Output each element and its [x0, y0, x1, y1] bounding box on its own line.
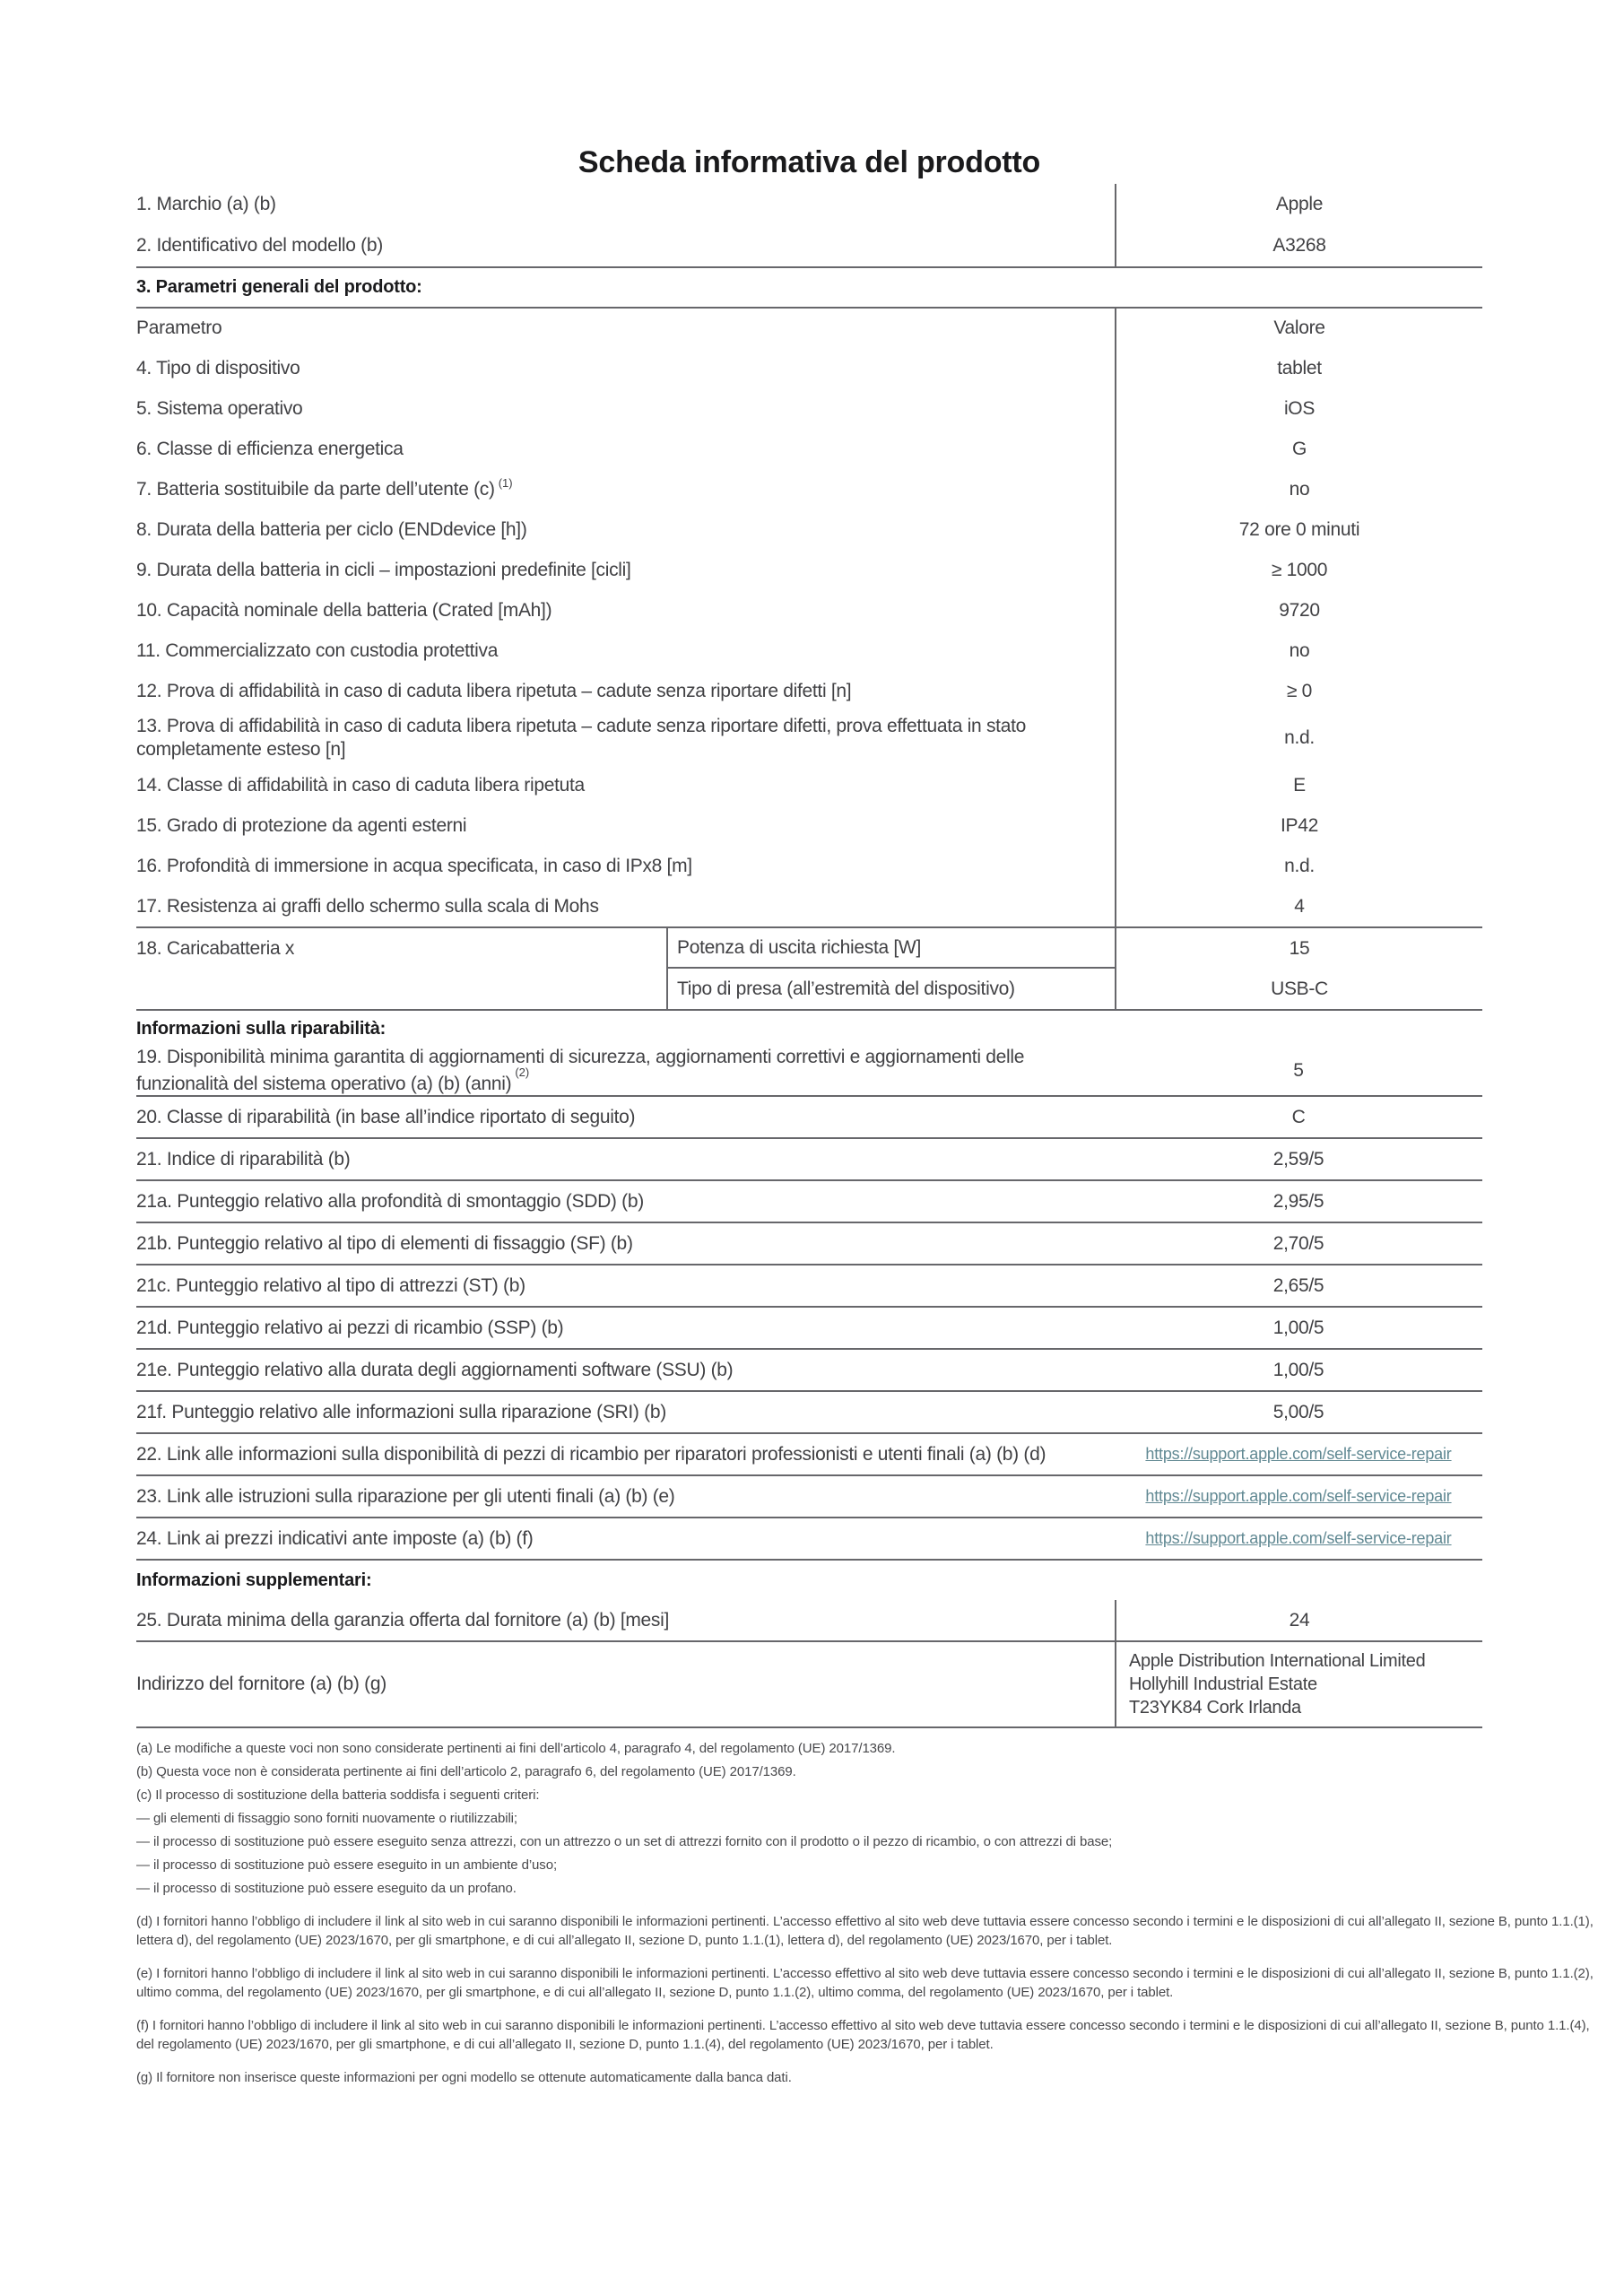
row-label: 21e. Punteggio relativo alla durata degli aggiornamenti software (SSU) (b) — [136, 1359, 734, 1380]
row-label: 21f. Punteggio relativo alle informazioni sulla riparazione (SRI) (b) — [136, 1401, 666, 1422]
column-header-valore: Valore — [1115, 309, 1482, 348]
row-label-main: 19. Disponibilità minima garantita di aggiornamenti di sicurezza, aggiornamenti correttivi e aggiornamenti delle funzionalità del sistema operativo (a) (b) (anni) — [136, 1047, 1025, 1094]
footnote-ref-2: (2) — [515, 1065, 530, 1079]
row-value: n.d. — [1115, 711, 1482, 765]
row-label: 17. Resistenza ai graffi dello schermo sulla scala di Mohs — [136, 895, 599, 917]
column-header-parametro: Parametro — [136, 317, 222, 338]
address-line: Hollyhill Industrial Estate — [1129, 1674, 1317, 1694]
footnote-ref-1: (1) — [498, 475, 513, 490]
table-row — [136, 429, 1482, 469]
row-value: 9720 — [1115, 590, 1482, 631]
row-value: IP42 — [1115, 805, 1482, 846]
table-row — [136, 846, 1482, 886]
row-value: 5 — [1293, 1060, 1304, 1081]
address-line: Apple Distribution International Limited — [1129, 1651, 1426, 1671]
row-label-text — [136, 1047, 1088, 1095]
row-value: 72 ore 0 minuti — [1115, 509, 1482, 550]
section-header-repair: Informazioni sulla riparabilità: — [136, 1018, 386, 1039]
table-row — [136, 886, 1482, 926]
table-row — [136, 348, 1482, 388]
row-value: E — [1115, 765, 1482, 805]
row-label — [136, 1047, 1115, 1095]
footnotes — [136, 1728, 1598, 2087]
table-row — [136, 805, 1482, 846]
table-row-link — [136, 1518, 1482, 1559]
row-label: 25. Durata minima della garanzia offerta dal fornitore (a) (b) [mesi] — [136, 1609, 670, 1631]
table-row-warranty — [136, 1600, 1482, 1640]
row-label: 18. Caricabatteria x — [136, 938, 295, 959]
table-row — [136, 509, 1482, 550]
footnote-c-item: — il processo di sostituzione può essere eseguito da un profano. — [136, 1881, 517, 1896]
page-title: Scheda informativa del prodotto — [578, 145, 1041, 179]
row-value: ≥ 1000 — [1115, 550, 1482, 590]
row-value: 2,95/5 — [1272, 1190, 1324, 1212]
row-label: 21d. Punteggio relativo ai pezzi di ricambio (SSP) (b) — [136, 1317, 564, 1338]
row-value: ≥ 0 — [1115, 671, 1482, 711]
table-row — [136, 388, 1482, 429]
row-label: 2. Identificativo del modello (b) — [136, 235, 383, 256]
row-value: A3268 — [1115, 225, 1482, 266]
footnote-c-item: — il processo di sostituzione può essere eseguito senza attrezzi, con un attrezzo o un set di attrezzi fornito con il prodotto o il pezzo di ricambio, o con attrezzi di base; — [136, 1834, 1113, 1849]
footnote-g: (g) Il fornitore non inserisce queste informazioni per ogni modello se ottenute automaticamente dalla banca dati. — [136, 2070, 792, 2085]
footnote-c-item: — gli elementi di fissaggio sono forniti nuovamente o riutilizzabili; — [136, 1811, 517, 1826]
charger-subcolumn — [666, 928, 1115, 1009]
table-row — [136, 1350, 1482, 1390]
footnote-c-item: — il processo di sostituzione può essere eseguito in un ambiente d’uso; — [136, 1857, 558, 1873]
row-label: 14. Classe di affidabilità in caso di caduta libera ripetuta — [136, 774, 585, 796]
footnote-a: (a) Le modifiche a queste voci non sono considerate pertinenti ai fini dell’articolo 4, paragrafo 4, del regolamento (UE) 2017/1369. — [136, 1741, 896, 1756]
table-row — [136, 631, 1482, 671]
table-row — [136, 1181, 1482, 1222]
row-label: 12. Prova di affidabilità in caso di caduta libera ripetuta – cadute senza riportare difetti [n] — [136, 680, 852, 701]
row-label: 10. Capacità nominale della batteria (Crated [mAh]) — [136, 599, 552, 621]
row-value: tablet — [1115, 348, 1482, 388]
table-row-header — [136, 309, 1482, 348]
row-label: 16. Profondità di immersione in acqua specificata, in caso di IPx8 [m] — [136, 855, 692, 876]
row-value: n.d. — [1115, 846, 1482, 886]
product-table — [136, 184, 1482, 1728]
row-label: 21b. Punteggio relativo al tipo di elementi di fissaggio (SF) (b) — [136, 1232, 633, 1254]
section-header-general: 3. Parametri generali del prodotto: — [136, 277, 422, 297]
row-value: G — [1115, 429, 1482, 469]
sub-row-label: Potenza di uscita richiesta [W] — [668, 928, 1115, 969]
row-value: 1,00/5 — [1272, 1317, 1324, 1338]
table-row-supplier-address — [136, 1642, 1482, 1726]
row-value: Apple — [1115, 184, 1482, 225]
sub-row-value: 15 — [1289, 937, 1310, 959]
row-label: 1. Marchio (a) (b) — [136, 194, 276, 214]
table-row — [136, 1097, 1482, 1137]
table-row — [136, 1139, 1482, 1179]
row-label: Indirizzo del fornitore (a) (b) (g) — [136, 1674, 386, 1694]
table-row — [136, 765, 1482, 805]
row-label: 13. Prova di affidabilità in caso di caduta libera ripetuta – cadute senza riportare difetti, prova effettuata in stato completamente esteso [n] — [136, 716, 1026, 760]
table-row-model — [136, 225, 1482, 266]
table-row-link — [136, 1434, 1482, 1474]
row-label: 4. Tipo di dispositivo — [136, 357, 300, 378]
footnote-d: (d) I fornitori hanno l’obbligo di includere il link al sito web in cui saranno disponibili le informazioni pertinenti. L’accesso effettivo al sito web deve tuttavia essere concesso secondo i termini e le disposizioni di cui all’allegato II, sezione B, punto 1.1.(1), lettera d), del regolamento (UE) 2023/1670, per gli smartphone, e di cui all’allegato II, sezione D, punto 1.1.(1), lettera d), del regolamento (UE) 2023/1670, per i tablet. — [136, 1914, 1594, 1948]
table-row — [136, 590, 1482, 631]
table-row-link — [136, 1476, 1482, 1517]
row-label: 21. Indice di riparabilità (b) — [136, 1148, 351, 1170]
row-value: 24 — [1115, 1600, 1482, 1640]
row-label-text: 7. Batteria sostituibile da parte dell’utente (c) — [136, 478, 495, 500]
repair-instructions-link[interactable]: https://support.apple.com/self-service-repair — [1145, 1487, 1452, 1505]
row-label: 5. Sistema operativo — [136, 397, 303, 419]
row-label: 21c. Punteggio relativo al tipo di attrezzi (ST) (b) — [136, 1274, 525, 1296]
table-row — [136, 1223, 1482, 1264]
pretax-prices-link[interactable]: https://support.apple.com/self-service-repair — [1145, 1529, 1452, 1547]
row-label — [136, 469, 1115, 509]
row-value: iOS — [1115, 388, 1482, 429]
row-value: 2,59/5 — [1272, 1148, 1324, 1170]
row-value: 2,70/5 — [1272, 1232, 1324, 1254]
row-value: 5,00/5 — [1272, 1401, 1324, 1422]
table-row — [136, 550, 1482, 590]
row-label: 6. Classe di efficienza energetica — [136, 438, 404, 459]
table-row — [136, 1308, 1482, 1348]
table-row-brand — [136, 184, 1482, 225]
table-row — [136, 1047, 1482, 1095]
row-value: no — [1115, 631, 1482, 671]
table-row — [136, 671, 1482, 711]
footnote-b: (b) Questa voce non è considerata pertinente ai fini dell’articolo 2, paragrafo 6, del regolamento (UE) 2017/1369. — [136, 1764, 796, 1779]
row-label: 21a. Punteggio relativo alla profondità di smontaggio (SDD) (b) — [136, 1190, 644, 1212]
table-row — [136, 711, 1482, 765]
table-row-charger — [136, 928, 1482, 1009]
section-header-supplementary: Informazioni supplementari: — [136, 1570, 372, 1590]
row-value: C — [1291, 1106, 1306, 1127]
sub-row-value: USB-C — [1271, 978, 1328, 999]
table-row — [136, 1265, 1482, 1306]
footnote-c: (c) Il processo di sostituzione della batteria soddisfa i seguenti criteri: — [136, 1787, 540, 1803]
row-label: 24. Link ai prezzi indicativi ante imposte (a) (b) (f) — [136, 1527, 534, 1549]
row-value — [1115, 1518, 1482, 1559]
row-label: 23. Link alle istruzioni sulla riparazione per gli utenti finali (a) (b) (e) — [136, 1485, 675, 1507]
row-value: 1,00/5 — [1272, 1359, 1324, 1380]
row-value: no — [1115, 469, 1482, 509]
row-label: 20. Classe di riparabilità (in base all’indice riportato di seguito) — [136, 1106, 636, 1127]
row-label: 22. Link alle informazioni sulla disponibilità di pezzi di ricambio per riparatori professionisti e utenti finali (a) (b) (d) — [136, 1443, 1046, 1465]
supplier-address — [1115, 1642, 1482, 1726]
spare-parts-link[interactable]: https://support.apple.com/self-service-repair — [1145, 1445, 1452, 1463]
address-line: T23YK84 Cork Irlanda — [1129, 1698, 1301, 1718]
sub-row-label: Tipo di presa (all’estremità del dispositivo) — [677, 978, 1015, 999]
row-label: 15. Grado di protezione da agenti esterni — [136, 814, 467, 836]
table-row — [136, 1392, 1482, 1432]
row-value: 2,65/5 — [1272, 1274, 1324, 1296]
footnote-e: (e) I fornitori hanno l’obbligo di includere il link al sito web in cui saranno disponibili le informazioni pertinenti. L’accesso effettivo al sito web deve tuttavia essere concesso secondo i termini e le disposizioni di cui all’allegato II, sezione B, punto 1.1.(2), ultimo comma, del regolamento (UE) 2023/1670, per gli smartphone, e di cui all’allegato II, sezione D, punto 1.1.(2), ultimo comma, del regolamento (UE) 2023/1670, per i tablet. — [136, 1966, 1594, 2000]
row-value: 4 — [1115, 886, 1482, 926]
charger-value-column — [1115, 928, 1482, 1009]
footnote-f: (f) I fornitori hanno l’obbligo di includere il link al sito web in cui saranno disponibili le informazioni pertinenti. L’accesso effettivo al sito web deve tuttavia essere concesso secondo i termini e le disposizioni di cui all’allegato II, sezione B, punto 1.1.(4), del regolamento (UE) 2023/1670, per gli smartphone, e di cui all’allegato II, sezione D, punto 1.1.(4), del regolamento (UE) 2023/1670, per i tablet. — [136, 2018, 1590, 2052]
row-value — [1115, 1434, 1482, 1474]
row-label: 11. Commercializzato con custodia protettiva — [136, 639, 499, 661]
row-label: 9. Durata della batteria in cicli – impostazioni predefinite [cicli] — [136, 559, 631, 580]
row-value — [1115, 1476, 1482, 1517]
table-row — [136, 469, 1482, 509]
row-label: 8. Durata della batteria per ciclo (ENDdevice [h]) — [136, 518, 527, 540]
